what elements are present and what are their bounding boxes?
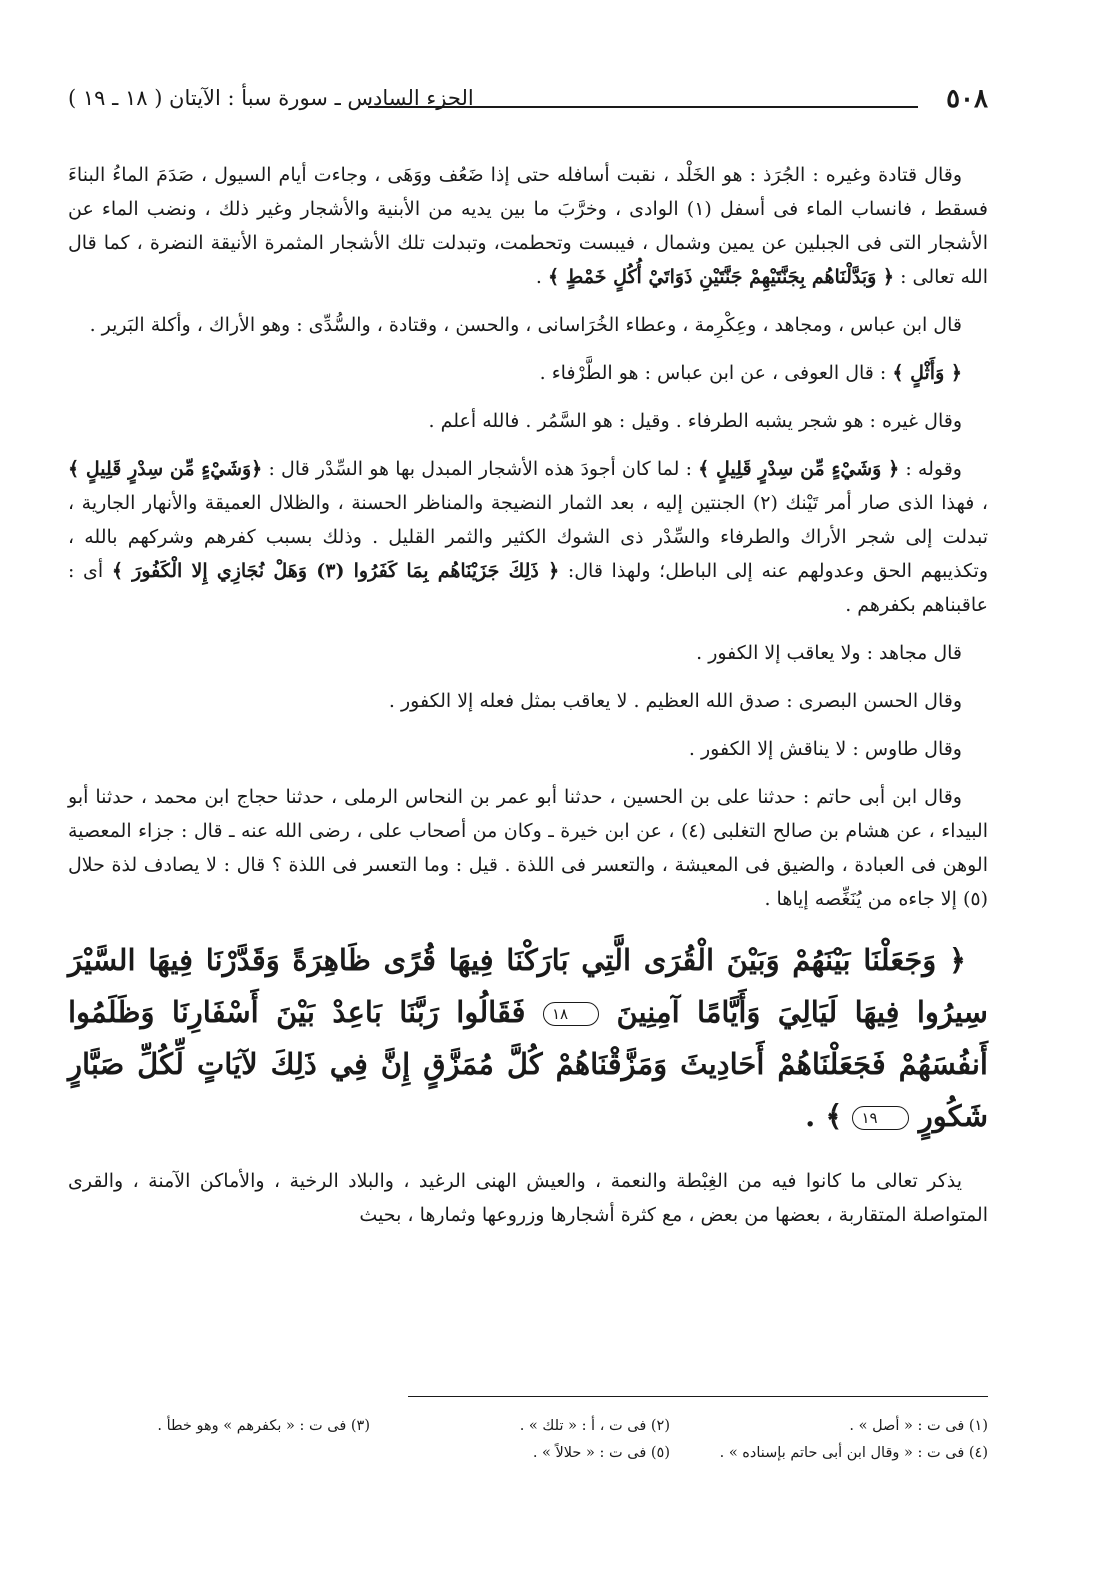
paragraph-text: وقال غيره : هو شجر يشبه الطرفاء . وقيل : هو السَّمُر . فالله أعلم .: [428, 410, 962, 432]
commentary-paragraph: [68, 780, 988, 916]
commentary-paragraph: [68, 732, 988, 766]
commentary-paragraph: [68, 356, 988, 390]
ayah-number-marker: ١٨: [543, 1002, 599, 1026]
footnote-2: (٢) فى ت ، أ : « تلك » .: [519, 1417, 670, 1434]
footnote-4: (٤) فى ت : « وقال ابن أبى حاتم بإسناده » .: [719, 1444, 988, 1461]
quran-verses-block: [68, 934, 988, 1142]
paragraph-text: وقال ابن أبى حاتم : حدثنا على بن الحسين ، حدثنا أبو عمر بن النحاس الرملى ، حدثنا حجاج ابن محمد ، حدثنا أبو البيداء ، عن هشام بن صالح التغلبى (٤) ، عن ابن خيرة ـ وكان من أصحاب على ، رضى الله عنه ـ قال : جزاء المعصية الوهن فى العبادة ، والضيق فى المعيشة ، والتعسر فى اللذة . قيل : وما التعسر فى اللذة ؟ قال : لا يصادف لذة حلال (٥) إلا جاءه من يُنَغِّصه إياها .: [68, 786, 988, 910]
commentary-paragraph: [68, 452, 988, 622]
paragraph-text: أى : عاقبناهم بكفرهم .: [68, 560, 988, 616]
quran-verse-text: فَقَالُوا رَبَّنَا بَاعِدْ بَيْنَ أَسْفَارِنَا وَظَلَمُوا أَنفُسَهُمْ فَجَعَلْنَاهُمْ أَحَادِيثَ وَمَزَّقْنَاهُمْ كُلَّ مُمَزَّقٍ إِنَّ فِي ذَلِكَ لآيَاتٍ لِّكُلِّ صَبَّارٍ شَكُورٍ: [68, 995, 988, 1133]
footnote-1: (١) فى ت : « أصل » .: [849, 1417, 988, 1434]
paragraph-text: وقال طاوس : لا يناقش إلا الكفور .: [688, 738, 962, 760]
paragraph-text: : لما كان أجودَ هذه الأشجار المبدل بها هو السِّدْر قال :: [262, 458, 699, 480]
footnote-rule: [408, 1396, 988, 1397]
quoted-verse: ﴿وَشَيْءٍ مِّن سِدْرٍ قَلِيلٍ ﴾: [68, 458, 263, 480]
footnotes: [68, 1412, 988, 1466]
page-number: ٥٠٨: [946, 84, 988, 114]
commentary-paragraph: [68, 636, 988, 670]
quran-verse-closing: ﴾ .: [805, 1099, 843, 1133]
commentary-paragraph: [68, 404, 988, 438]
paragraph-text: وقوله :: [899, 458, 962, 480]
commentary-paragraph: [68, 158, 988, 294]
footnote-3: (٣) فى ت : « بكفرهم » وهو خطأ .: [157, 1417, 370, 1434]
paragraph-text: قال مجاهد : ولا يعاقب إلا الكفور .: [696, 642, 962, 664]
page-header: [68, 78, 988, 124]
footnote-row: [68, 1412, 988, 1439]
commentary-paragraph: [68, 684, 988, 718]
quoted-verse: ﴿ ذَلِكَ جَزَيْنَاهُم بِمَا كَفَرُوا (٣) وَهَلْ نُجَازِي إِلا الْكَفُورَ ﴾: [111, 560, 560, 582]
commentary-paragraphs: [68, 158, 988, 916]
commentary-paragraph: [68, 308, 988, 342]
ayah-number-marker: ١٩: [852, 1106, 908, 1130]
paragraph-text: .: [535, 266, 548, 288]
paragraph-text: : قال العوفى ، عن ابن عباس : هو الطَّرْفاء .: [539, 362, 893, 384]
body-text: [68, 158, 988, 1246]
paragraph-text: قال ابن عباس ، ومجاهد ، وعِكْرِمة ، وعطاء الخُرَاسانى ، والحسن ، وقتادة ، والسُّدِّى : وهو الأراك ، وأكلة البَرير .: [89, 314, 962, 336]
quoted-verse: ﴿ وَأَثْلٍ ﴾: [892, 362, 962, 384]
quoted-verse: ﴿ وَشَيْءٍ مِّن سِدْرٍ قَلِيلٍ ﴾: [698, 458, 900, 480]
paragraph-text: ، فهذا الذى صار أمر تَيْنك (٢) الجنتين إليه ، بعد الثمار النضيجة والمناظر الحسنة ، والظلال العميقة والأنهار الجارية ، تبدلت إلى شجر الأراك والطرفاء والسِّدْر ذى الشوك الكثير والثمر القليل . وذلك بسبب كفرهم وشركهم بالله ، وتكذيبهم الحق وعدولهم عنه إلى الباطل؛ ولهذا قال:: [68, 492, 988, 582]
paragraph-text: وقال قتادة وغيره : الجُرَذ : هو الخَلْد ، نقبت أسافله حتى إذا ضَعُف ووَهَى ، وجاءت أيام السيول ، صَدَمَ الماءُ البناءَ فسقط ، فانساب الماء فى أسفل (١) الوادى ، وخرَّبَ ما بين يديه من الأبنية والأشجار وغير ذلك ، ونضب الماء عن الأشجار التى فى الجبلين عن يمين وشمال ، فيبست وتحطمت، وتبدلت تلك الأشجار المثمرة الأنيقة النضرة ، كما قال الله تعالى :: [68, 164, 988, 288]
running-title: الجزء السادس ـ سورة سبأ : الآيتان ( ١٨ ـ ١٩ ): [68, 86, 474, 110]
footnote-5: (٥) فى ت : « حلالاً » .: [532, 1444, 670, 1461]
final-paragraph: يذكر تعالى ما كانوا فيه من الغِبْطة والنعمة ، والعيش الهنى الرغيد ، والبلاد الرخية ، والأماكن الآمنة ، والقرى المتواصلة المتقاربة ، بعضها من بعض ، مع كثرة أشجارها وزروعها وثمارها ، بحيث: [68, 1170, 988, 1226]
book-page: [68, 78, 988, 1518]
quran-verse-text: ﴿ وَجَعَلْنَا بَيْنَهُمْ وَبَيْنَ الْقُرَى الَّتِي بَارَكْنَا فِيهَا قُرًى ظَاهِرَةً وَقَدَّرْنَا فِيهَا السَّيْرَ سِيرُوا فِيهَا لَيَالِيَ وَأَيَّامًا آمِنِينَ: [68, 943, 988, 1029]
quoted-verse: ﴿ وَبَدَّلْنَاهُم بِجَنَّتَيْهِمْ جَنَّتَيْنِ ذَوَاتَيْ أُكُلٍ خَمْطٍ ﴾: [547, 266, 895, 288]
paragraph-text: وقال الحسن البصرى : صدق الله العظيم . لا يعاقب بمثل فعله إلا الكفور .: [388, 690, 962, 712]
footnote-row: [68, 1439, 988, 1466]
